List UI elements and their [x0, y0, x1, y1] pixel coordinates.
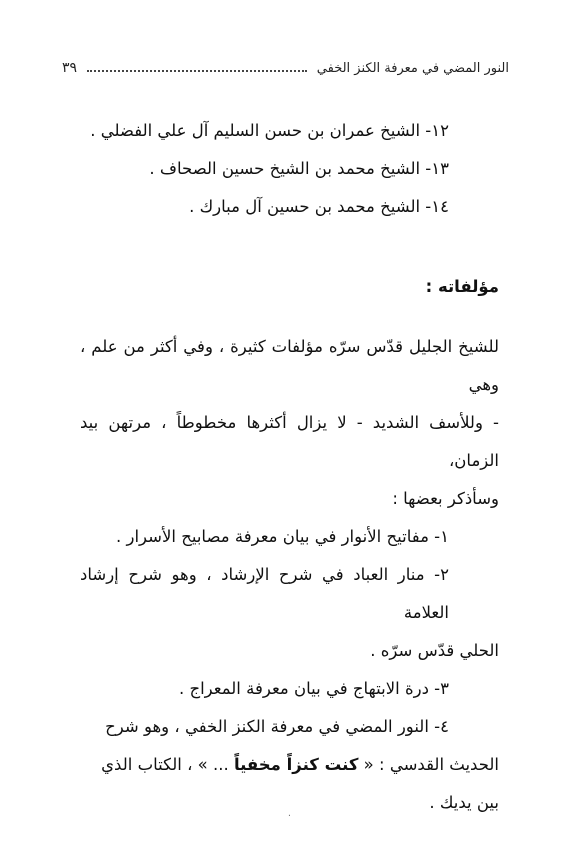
work-item-4-hadith-quote: كنت كنزاً مخفياً — [233, 755, 359, 774]
page-body — [80, 112, 499, 822]
works-heading: مؤلفاته : — [425, 277, 499, 296]
student-item-13: ١٣- الشيخ محمد بن الشيخ حسين الصحاف . — [149, 159, 449, 178]
running-header — [62, 60, 509, 82]
student-item-12: ١٢- الشيخ عمران بن حسن السليم آل علي الفضلي . — [90, 121, 449, 140]
work-item-4-line-2 — [80, 746, 499, 784]
work-item-1: ١- مفاتيح الأنوار في بيان معرفة مصابيح الأسرار . — [116, 527, 449, 546]
work-item-3: ٣- درة الابتهاج في بيان معرفة المعراج . — [178, 679, 449, 698]
intro-line-2: - وللأسف الشديد - لا يزال أكثرها مخطوطاً ، مرتهن بيد الزمان، — [80, 413, 499, 470]
work-item-4-line-3: بين يديك . — [429, 793, 499, 812]
running-header-title: النور المضي في معرفة الكنز الخفي — [316, 61, 509, 76]
work-item-4-quote-end: ... » ، الكتاب الذي — [101, 755, 234, 774]
student-item-14: ١٤- الشيخ محمد بن حسين آل مبارك . — [189, 197, 449, 216]
work-item-2-line-2: الحلي قدّس سرّه . — [370, 641, 499, 660]
footer-mark: · — [287, 811, 292, 822]
page-number: ٣٩ — [62, 60, 78, 76]
running-header-leader-dots — [87, 60, 307, 72]
intro-line-3: وسأذكر بعضها : — [392, 489, 499, 508]
work-item-2-line-1: ٢- منار العباد في شرح الإرشاد ، وهو شرح إرشاد العلامة — [80, 565, 449, 622]
work-item-4-line-1: ٤- النور المضي في معرفة الكنز الخفي ، وهو شرح — [105, 717, 449, 736]
work-item-4-quote-start: الحديث القدسي : « — [358, 755, 499, 774]
intro-line-1: للشيخ الجليل قدّس سرّه مؤلفات كثيرة ، وفي أكثر من علم ، وهي — [80, 337, 499, 394]
